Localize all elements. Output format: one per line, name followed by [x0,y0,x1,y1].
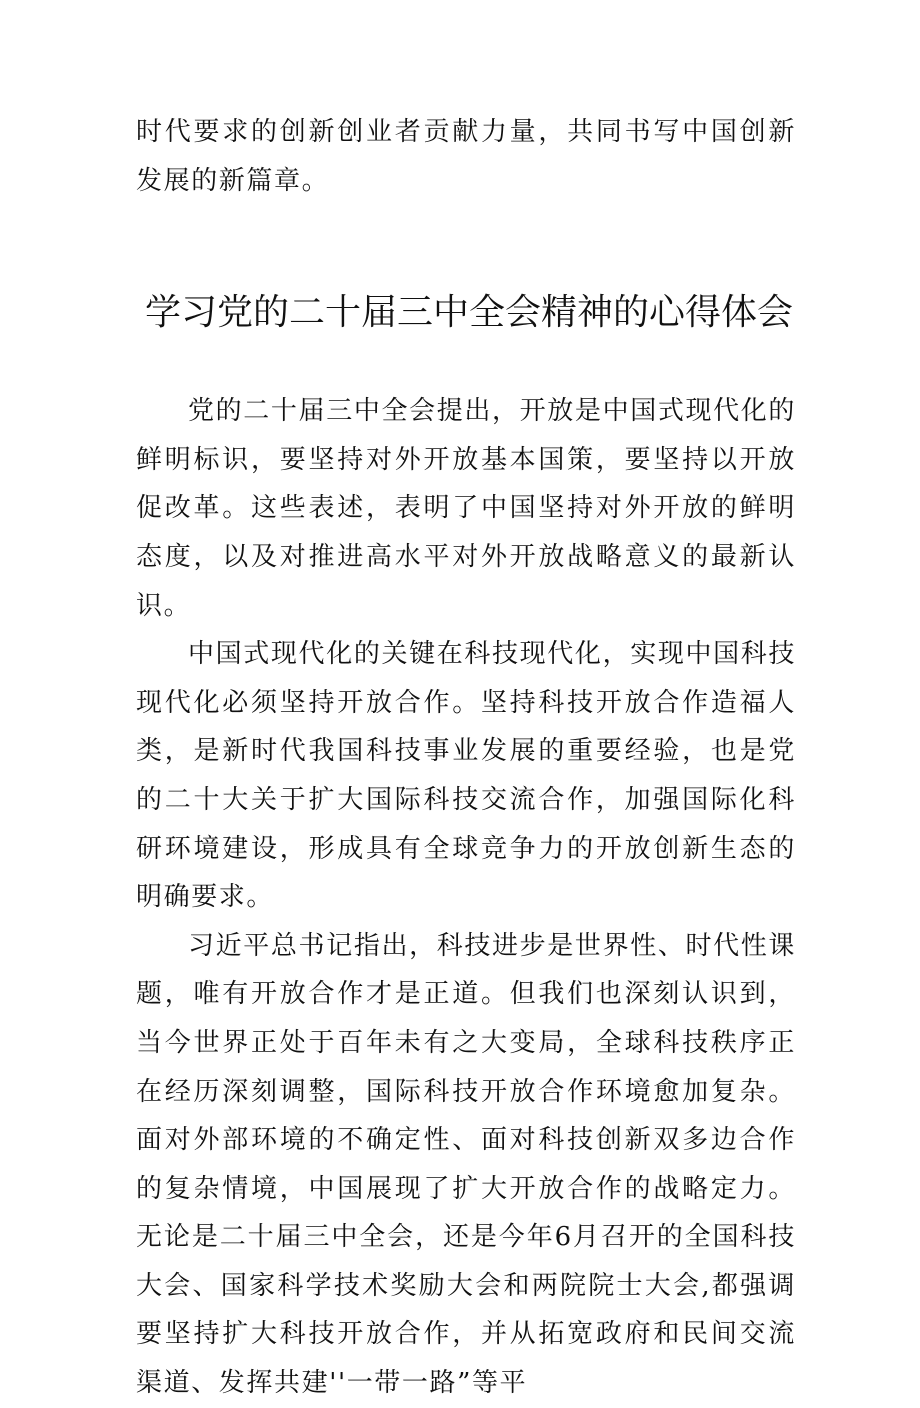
intro-paragraph: 时代要求的创新创业者贡献力量，共同书写中国创新发展的新篇章。 [136,117,796,196]
document-title: 学习党的二十届三中全会精神的心得体会 [145,292,794,334]
paragraph-1: 党的二十届三中全会提出，开放是中国式现代化的鲜明标识，要坚持对外开放基本国策，要坚持以开放促改革。这些表述，表明了中国坚持对外开放的鲜明态度，以及对推进高水平对外开放战略意义的最新认识。 [136,396,796,621]
paragraph-2: 中国式现代化的关键在科技现代化，实现中国科技现代化必须坚持开放合作。坚持科技开放合作造福人类，是新时代我国科技事业发展的重要经验，也是党的二十大关于扩大国际科技交流合作，加强国际化科研环境建设，形成具有全球竞争力的开放创新生态的明确要求。 [136,639,796,913]
document-body [136,108,796,1408]
paragraph-3: 习近平总书记指出，科技进步是世界性、时代性课题，唯有开放合作才是正道。但我们也深刻认识到，当今世界正处于百年未有之大变局，全球科技秩序正在经历深刻调整，国际科技开放合作环境愈加复杂。面对外部环境的不确定性、面对科技创新双多边合作的复杂情境，中国展现了扩大开放合作的战略定力。无论是二十届三中全会，还是今年6月召开的全国科技大会、国家科学技术奖励大会和两院院士大会,都强调要坚持扩大科技开放合作，并从拓宽政府和民间交流渠道、发挥共建''一带一路”等平 [136,930,796,1399]
